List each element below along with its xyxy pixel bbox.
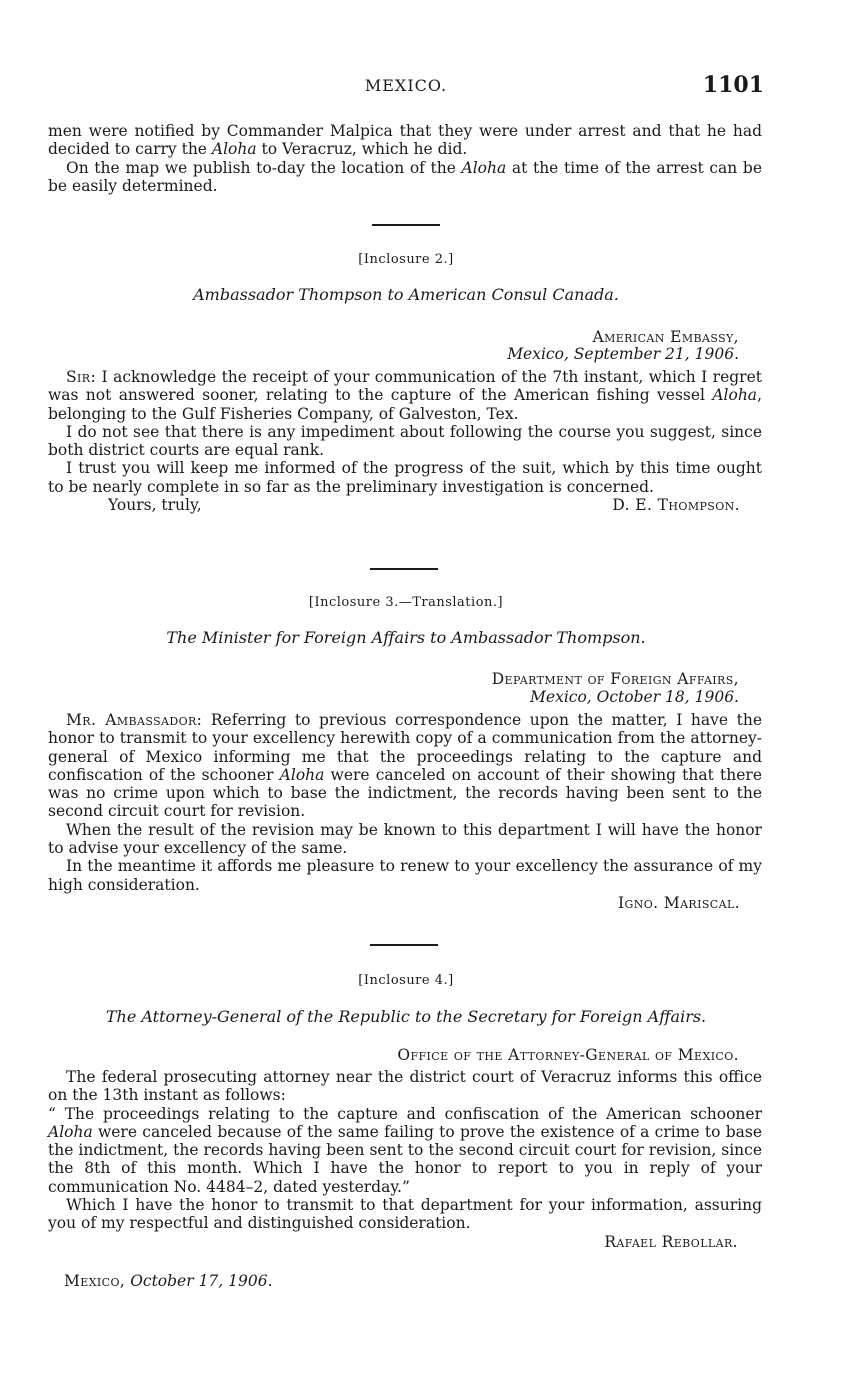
inclosure-label: [Inclosure 2.]: [358, 252, 454, 267]
dateline: Mexico, October 17, 1906.: [64, 1272, 273, 1290]
office-line: Office of the Attorney-General of Mexico.: [397, 1046, 739, 1064]
letter-body: [48, 711, 762, 912]
section-divider: [370, 568, 438, 570]
letter-place: American Embassy,: [592, 328, 739, 346]
intro-paragraph: men were notified by Commander Malpica that they were under arrest and that he had decided to carry the Aloha to Veracruz, which he did.: [48, 122, 762, 159]
inclosure-label: [Inclosure 3.—Translation.]: [308, 595, 504, 610]
section-divider: [372, 224, 440, 226]
letter-place: Department of Foreign Affairs,: [491, 670, 739, 688]
letter-date: Mexico, September 21, 1906.: [507, 345, 739, 363]
signature: Igno. Mariscal.: [618, 893, 740, 912]
intro-paragraph: On the map we publish to-day the location of the Aloha at the time of the arrest can be be easily determined.: [48, 158, 762, 195]
letter-paragraph: In the meantime it affords me pleasure to renew to your excellency the assurance of my high consideration.: [48, 857, 762, 894]
letter-heading: Ambassador Thompson to American Consul Canada.: [193, 285, 619, 304]
letter-paragraph: Which I have the honor to transmit to that department for your information, assuring you of my respectful and distinguished consideration.: [48, 1196, 762, 1233]
intro-text: [48, 122, 762, 195]
letter-body: [48, 1068, 762, 1251]
letter-body: [48, 368, 762, 514]
section-divider: [370, 944, 438, 946]
closing: Yours, truly,: [108, 496, 202, 515]
letter-paragraph: I trust you will keep me informed of the progress of the suit, which by this time ought to be nearly complete in so far as the preliminary investigation is concerned.: [48, 459, 762, 496]
signature: D. E. Thompson.: [612, 496, 740, 515]
signature: Rafael Rebollar.: [604, 1232, 738, 1251]
letter-heading: The Attorney-General of the Republic to the Secretary for Foreign Affairs.: [105, 1007, 707, 1026]
letter-paragraph: Sir: I acknowledge the receipt of your communication of the 7th instant, which I regret was not answered sooner, relating to the capture of the American fishing vessel Aloha, belonging to the Gulf Fisheries Company, of Galveston, Tex.: [48, 368, 762, 423]
running-header: MEXICO.: [364, 76, 448, 95]
letter-heading: The Minister for Foreign Affairs to Ambassador Thompson.: [166, 628, 646, 647]
letter-date: Mexico, October 18, 1906.: [530, 688, 739, 706]
letter-paragraph: I do not see that there is any impediment about following the course you suggest, since both district courts are equal rank.: [48, 422, 762, 460]
inclosure-label: [Inclosure 4.]: [358, 973, 454, 988]
letter-paragraph: Mr. Ambassador: Referring to previous correspondence upon the matter, I have the honor to transmit to your excellency herewith copy of a communication from the attorney-general of Mexico informing me that the proceedings relating to the capture and confiscation of the schooner Aloha were canceled on account of their showing that there was no crime upon which to base the indictment, the records having been sent to the second circuit court for revision.: [48, 711, 762, 821]
letter-paragraph: The federal prosecuting attorney near the district court of Veracruz informs this office on the 13th instant as follows:: [48, 1068, 762, 1105]
quoted-report: “ The proceedings relating to the capture and confiscation of the American schooner Aloha were canceled because of the same failing to prove the existence of a crime to base the indictment, the records having been sent to the second circuit court for revision, since the 8th of this month. Which I have the honor to report to you in reply of your communication No. 4484–2, dated yesterday.”: [48, 1104, 762, 1196]
letter-paragraph: When the result of the revision may be known to this department I will have the honor to advise your excellency of the same.: [48, 820, 762, 858]
page-number: 1101: [702, 72, 764, 98]
closing-line: [48, 496, 762, 514]
